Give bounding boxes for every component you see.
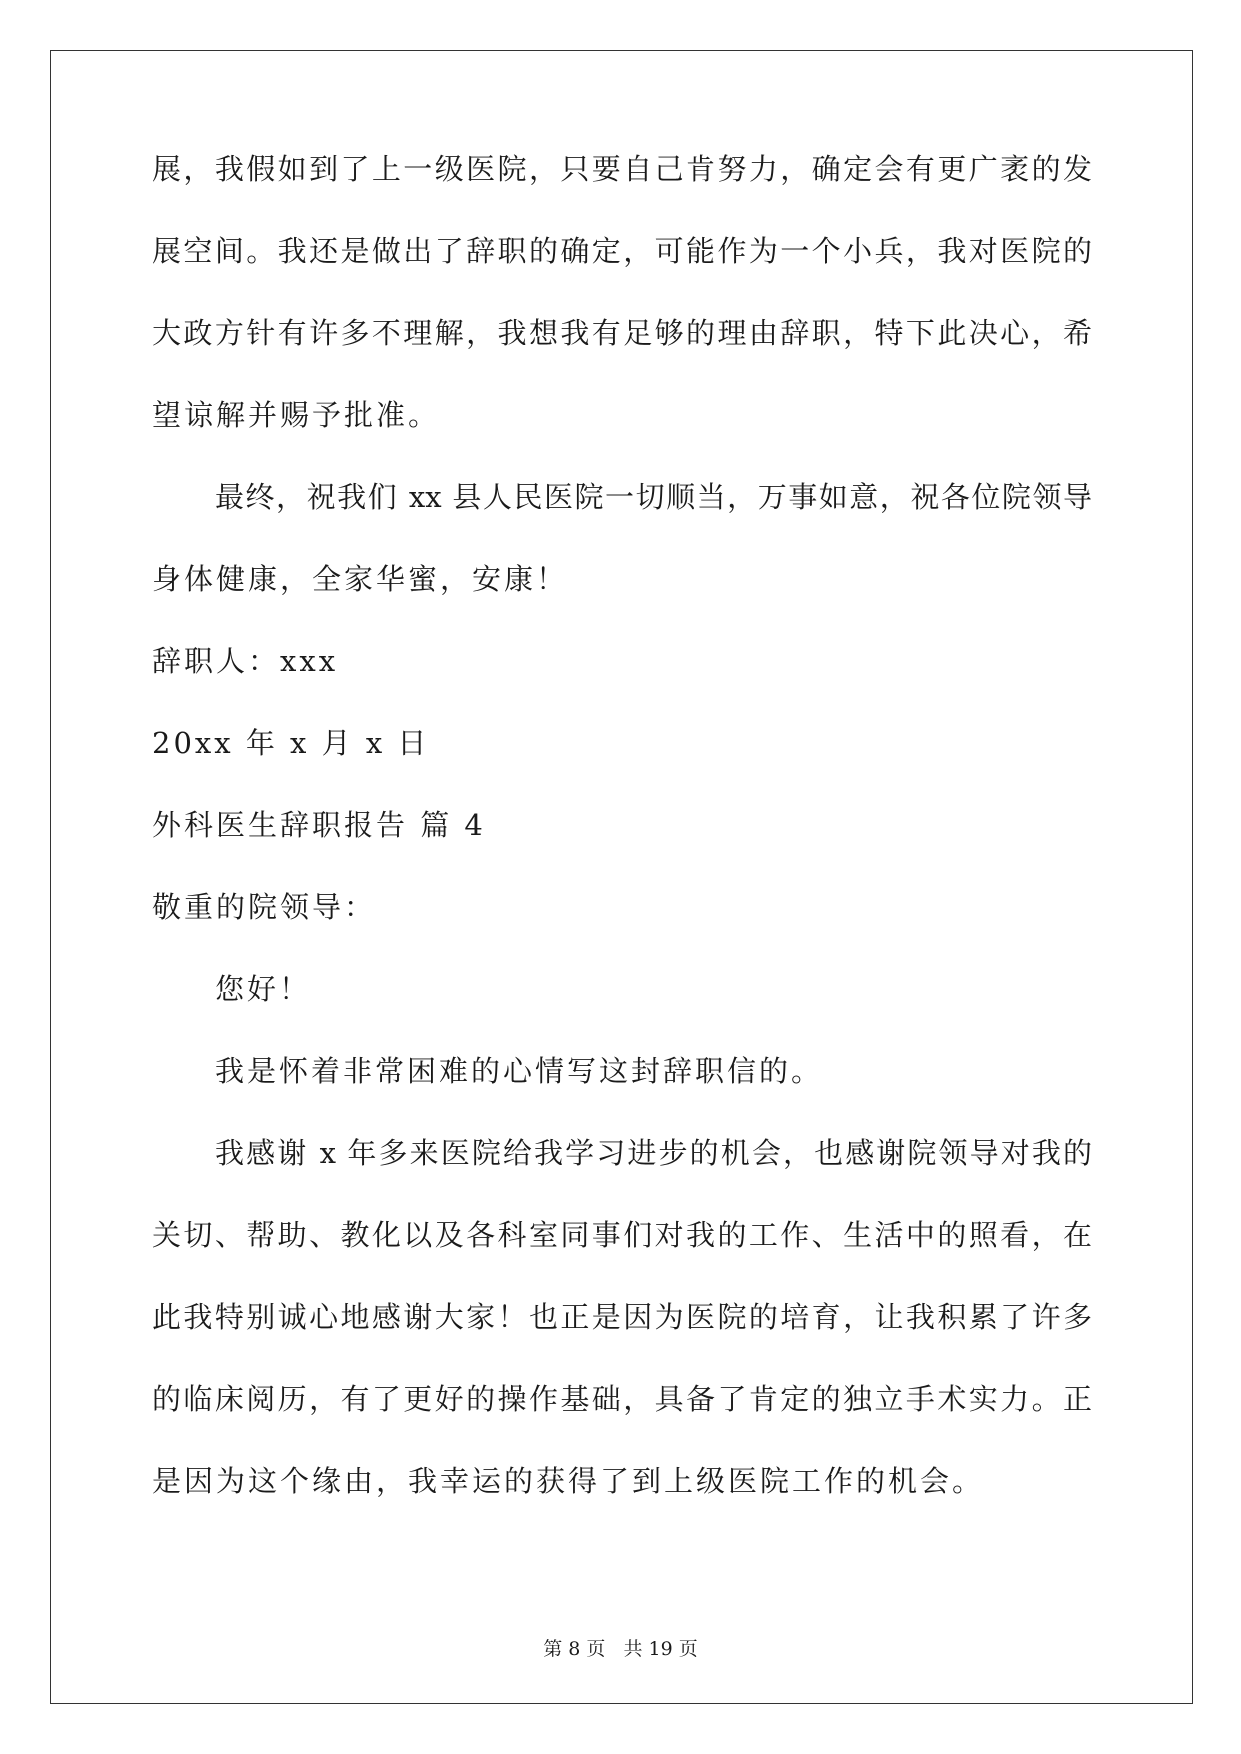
text-line: 展，我假如到了上一级医院，只要自己肯努力，确定会有更广袤的发 [152,152,1092,186]
document-body [152,152,1092,1522]
section-title: 外科医生辞职报告 篇 4 [152,808,486,842]
salutation: 敬重的院领导： [152,890,377,924]
text-line: 展空间。我还是做出了辞职的确定，可能作为一个小兵，我对医院的 [152,234,1092,268]
text-line: 的临床阅历，有了更好的操作基础，具备了肯定的独立手术实力。正 [152,1382,1092,1416]
greeting: 您好！ [215,972,312,1006]
text-line: 最终，祝我们 xx 县人民医院一切顺当，万事如意，祝各位院领导 [215,480,1092,514]
text-line: 关切、帮助、教化以及各科室同事们对我的工作、生活中的照看，在 [152,1218,1092,1252]
text-line: 此我特别诚心地感谢大家！也正是因为医院的培育，让我积累了许多 [152,1300,1092,1334]
signature-line: 辞职人：xxx [152,644,339,678]
date-line: 20xx 年 x 月 x 日 [152,726,430,760]
page-total: 共 19 页 [623,1638,698,1660]
text-line: 身体健康，全家华蜜，安康！ [152,562,569,596]
page-number: 第 8 页 [543,1638,606,1660]
text-line: 大政方针有许多不理解，我想我有足够的理由辞职，特下此决心，希 [152,316,1092,350]
text-line: 是因为这个缘由，我幸运的获得了到上级医院工作的机会。 [152,1464,985,1498]
page-footer [0,1634,1241,1661]
text-line: 望谅解并赐予批准。 [152,398,441,432]
text-line: 我感谢 x 年多来医院给我学习进步的机会，也感谢院领导对我的 [215,1136,1092,1170]
text-line: 我是怀着非常困难的心情写这封辞职信的。 [215,1054,824,1088]
